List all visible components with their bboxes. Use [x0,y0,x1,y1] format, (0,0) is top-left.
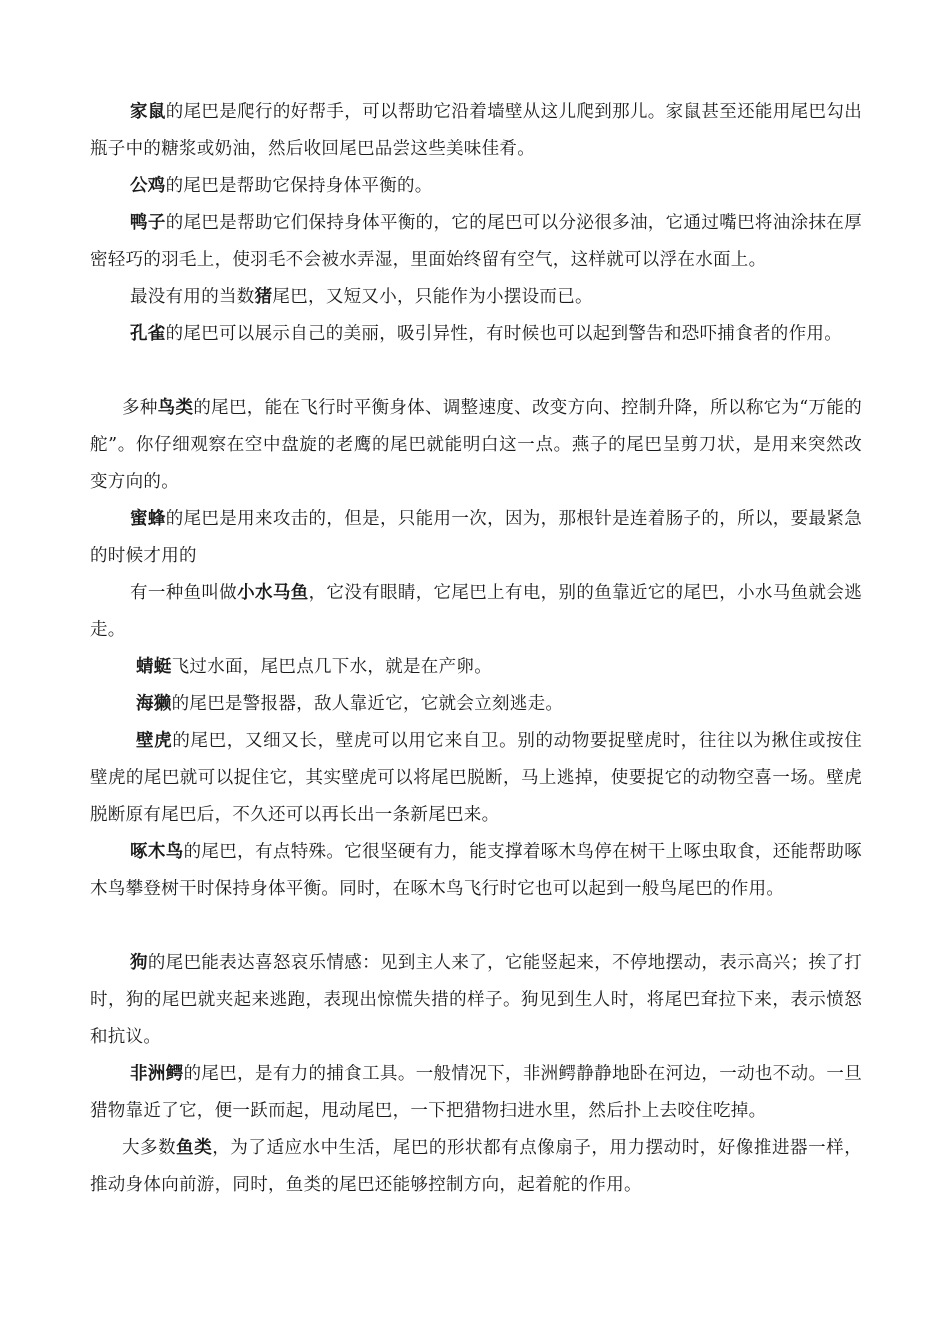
animal-name: 小水马鱼 [237,583,309,603]
paragraph-text: ，它没有眼睛，它尾巴上有电，别的鱼靠近它的尾巴，小水马鱼就会逃走。 [90,583,862,640]
paragraph-house-mouse [90,94,862,168]
paragraph-text: 的尾巴，能在飞行时平衡身体、调整速度、改变方向、控制升降，所以称它为“万能的舵”。你仔细观察在空中盘旋的老鹰的尾巴就能明白这一点。燕子的尾巴呈剪刀状，是用来突然改变方向的。 [90,398,863,492]
paragraph-text: 的尾巴是警报器，敌人靠近它，它就会立刻逃走。 [171,694,564,714]
paragraph-duck [90,205,862,279]
paragraph-text: 的尾巴，有点特殊。它很坚硬有力，能支撑着啄木鸟停在树干上啄虫取食，还能帮助啄木鸟攀登树干时保持身体平衡。同时，在啄木鸟飞行时它也可以起到一般鸟尾巴的作用。 [90,842,862,899]
animal-name: 非洲鳄 [130,1064,184,1084]
paragraph-rooster [90,168,862,205]
paragraph-text: 的尾巴，是有力的捕食工具。一般情况下，非洲鳄静静地卧在河边，一动也不动。一旦猎物靠近了它，便一跃而起，甩动尾巴，一下把猎物扫进水里，然后扑上去咬住吃掉。 [90,1064,862,1121]
paragraph-text: 的尾巴是用来攻击的，但是，只能用一次，因为，那根针是连着肠子的，所以，要最紧急的时候才用的 [90,509,862,566]
paragraph-text: 的尾巴可以展示自己的美丽，吸引异性，有时候也可以起到警告和恐吓捕食者的作用。 [165,324,843,344]
animal-name: 蜻蜓 [136,657,172,677]
paragraph-fish [90,1130,862,1204]
paragraph-text: 的尾巴是爬行的好帮手，可以帮助它沿着墙壁从这儿爬到那儿。家鼠甚至还能用尾巴勾出瓶子中的糖浆或奶油，然后收回尾巴品尝这些美味佳肴。 [90,102,862,159]
animal-name: 壁虎 [136,731,173,751]
paragraph-text: 的尾巴，又细又长，壁虎可以用它来自卫。别的动物要捉壁虎时，往往以为揪住或按住壁虎的尾巴就可以捉住它，其实壁虎可以将尾巴脱断，马上逃掉，使要捉它的动物空喜一场。壁虎脱断原有尾巴后，不久还可以再长出一条新尾巴来。 [90,731,862,825]
paragraph-text: 的尾巴是帮助它们保持身体平衡的，它的尾巴可以分泌很多油，它通过嘴巴将油涂抹在厚密轻巧的羽毛上，使羽毛不会被水弄湿，里面始终留有空气，这样就可以浮在水面上。 [90,213,862,270]
paragraph-electric-fish [90,575,862,649]
paragraph-text: 尾巴，又短又小，只能作为小摆设而已。 [272,287,593,307]
animal-name: 鸟类 [157,398,194,418]
paragraph-gecko [90,723,862,834]
paragraph-crocodile [90,1056,862,1130]
paragraph-woodpecker [90,834,862,908]
animal-name: 啄木鸟 [130,842,184,862]
paragraph-peacock [90,316,862,353]
animal-name: 蜜蜂 [130,509,166,529]
animal-name: 公鸡 [130,176,166,196]
paragraph-text: 飞过水面，尾巴点几下水，就是在产卵。 [171,657,493,677]
animal-name: 家鼠 [130,102,166,122]
animal-name: 鱼类 [176,1138,213,1158]
animal-name: 猪 [254,287,273,307]
paragraph-text: 的尾巴是帮助它保持身体平衡的。 [165,176,433,196]
paragraph-sea-otter [90,686,862,723]
paragraph-dragonfly [90,649,862,686]
animal-name: 孔雀 [130,324,166,344]
animal-name: 鸭子 [130,213,166,233]
paragraph-dog [90,945,862,1056]
paragraph-bee [90,501,862,575]
paragraph-birds [90,390,862,501]
paragraph-lead-text: 最没有用的当数 [130,287,255,307]
paragraph-pig [90,279,862,316]
paragraph-text: ，为了适应水中生活，尾巴的形状都有点像扇子，用力摆动时，好像推进器一样，推动身体向前游，同时，鱼类的尾巴还能够控制方向，起着舵的作用。 [90,1138,862,1195]
animal-name: 海獭 [136,694,172,714]
paragraph-text: 的尾巴能表达喜怒哀乐情感：见到主人来了，它能竖起来，不停地摆动，表示高兴；挨了打时，狗的尾巴就夹起来逃跑，表现出惊慌失措的样子。狗见到生人时，将尾巴耷拉下来，表示愤怒和抗议。 [90,953,862,1047]
paragraph-lead-text: 大多数 [122,1138,177,1158]
paragraph-lead-text: 有一种鱼叫做 [130,583,238,603]
animal-name: 狗 [130,953,148,973]
paragraph-lead-text: 多种 [122,398,158,418]
